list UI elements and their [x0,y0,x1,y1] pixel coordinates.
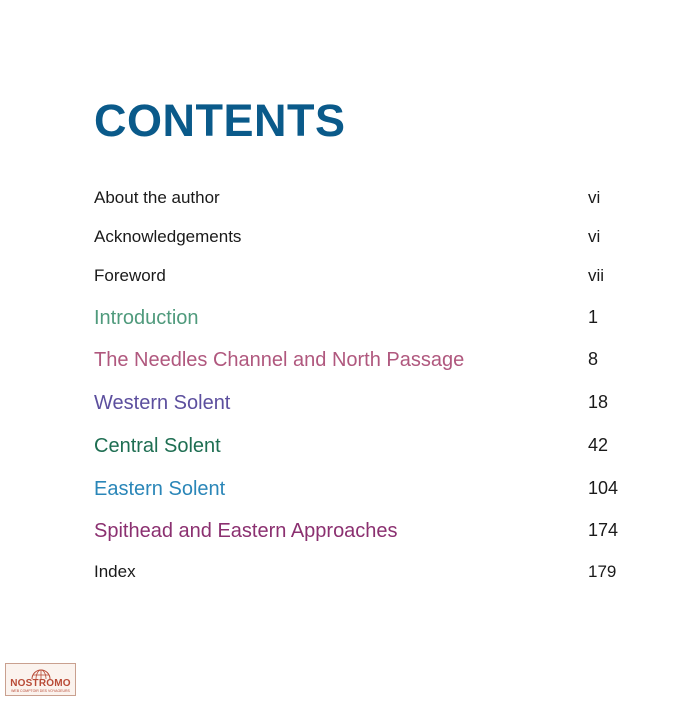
toc-entry-page: vi [588,227,601,246]
toc-entry-page: vi [588,188,601,207]
watermark-name: NOSTROMO [10,678,71,689]
toc-entry-title: The Needles Channel and North Passage [94,349,465,371]
toc-entry-page: 179 [588,562,617,581]
toc-entry-page: 8 [588,349,599,369]
toc-entry-title: Index [94,562,136,581]
toc-entry-title: Acknowledgements [94,227,242,246]
toc-entry-page: 104 [588,478,619,498]
toc-entry-page: 174 [588,520,619,540]
toc-entry-title: Spithead and Eastern Approaches [94,520,398,542]
watermark-tagline: WEB COMPTOIR DES VOYAGEURS [11,689,70,693]
toc-entry-title: Eastern Solent [94,478,226,500]
watermark-logo [5,663,76,696]
toc-entry-page: vii [588,266,605,285]
toc-entry-title: Western Solent [94,392,231,414]
toc-entry-title: About the author [94,188,220,207]
toc-entry-title: Introduction [94,307,199,329]
toc-entry-title: Central Solent [94,435,221,457]
page-title: CONTENTS [94,95,346,146]
toc-entry-page: 18 [588,392,609,412]
table-of-contents [94,0,634,702]
toc-entry-title: Foreword [94,266,166,285]
toc-entry-page: 1 [588,307,599,327]
toc-entry-page: 42 [588,435,609,455]
